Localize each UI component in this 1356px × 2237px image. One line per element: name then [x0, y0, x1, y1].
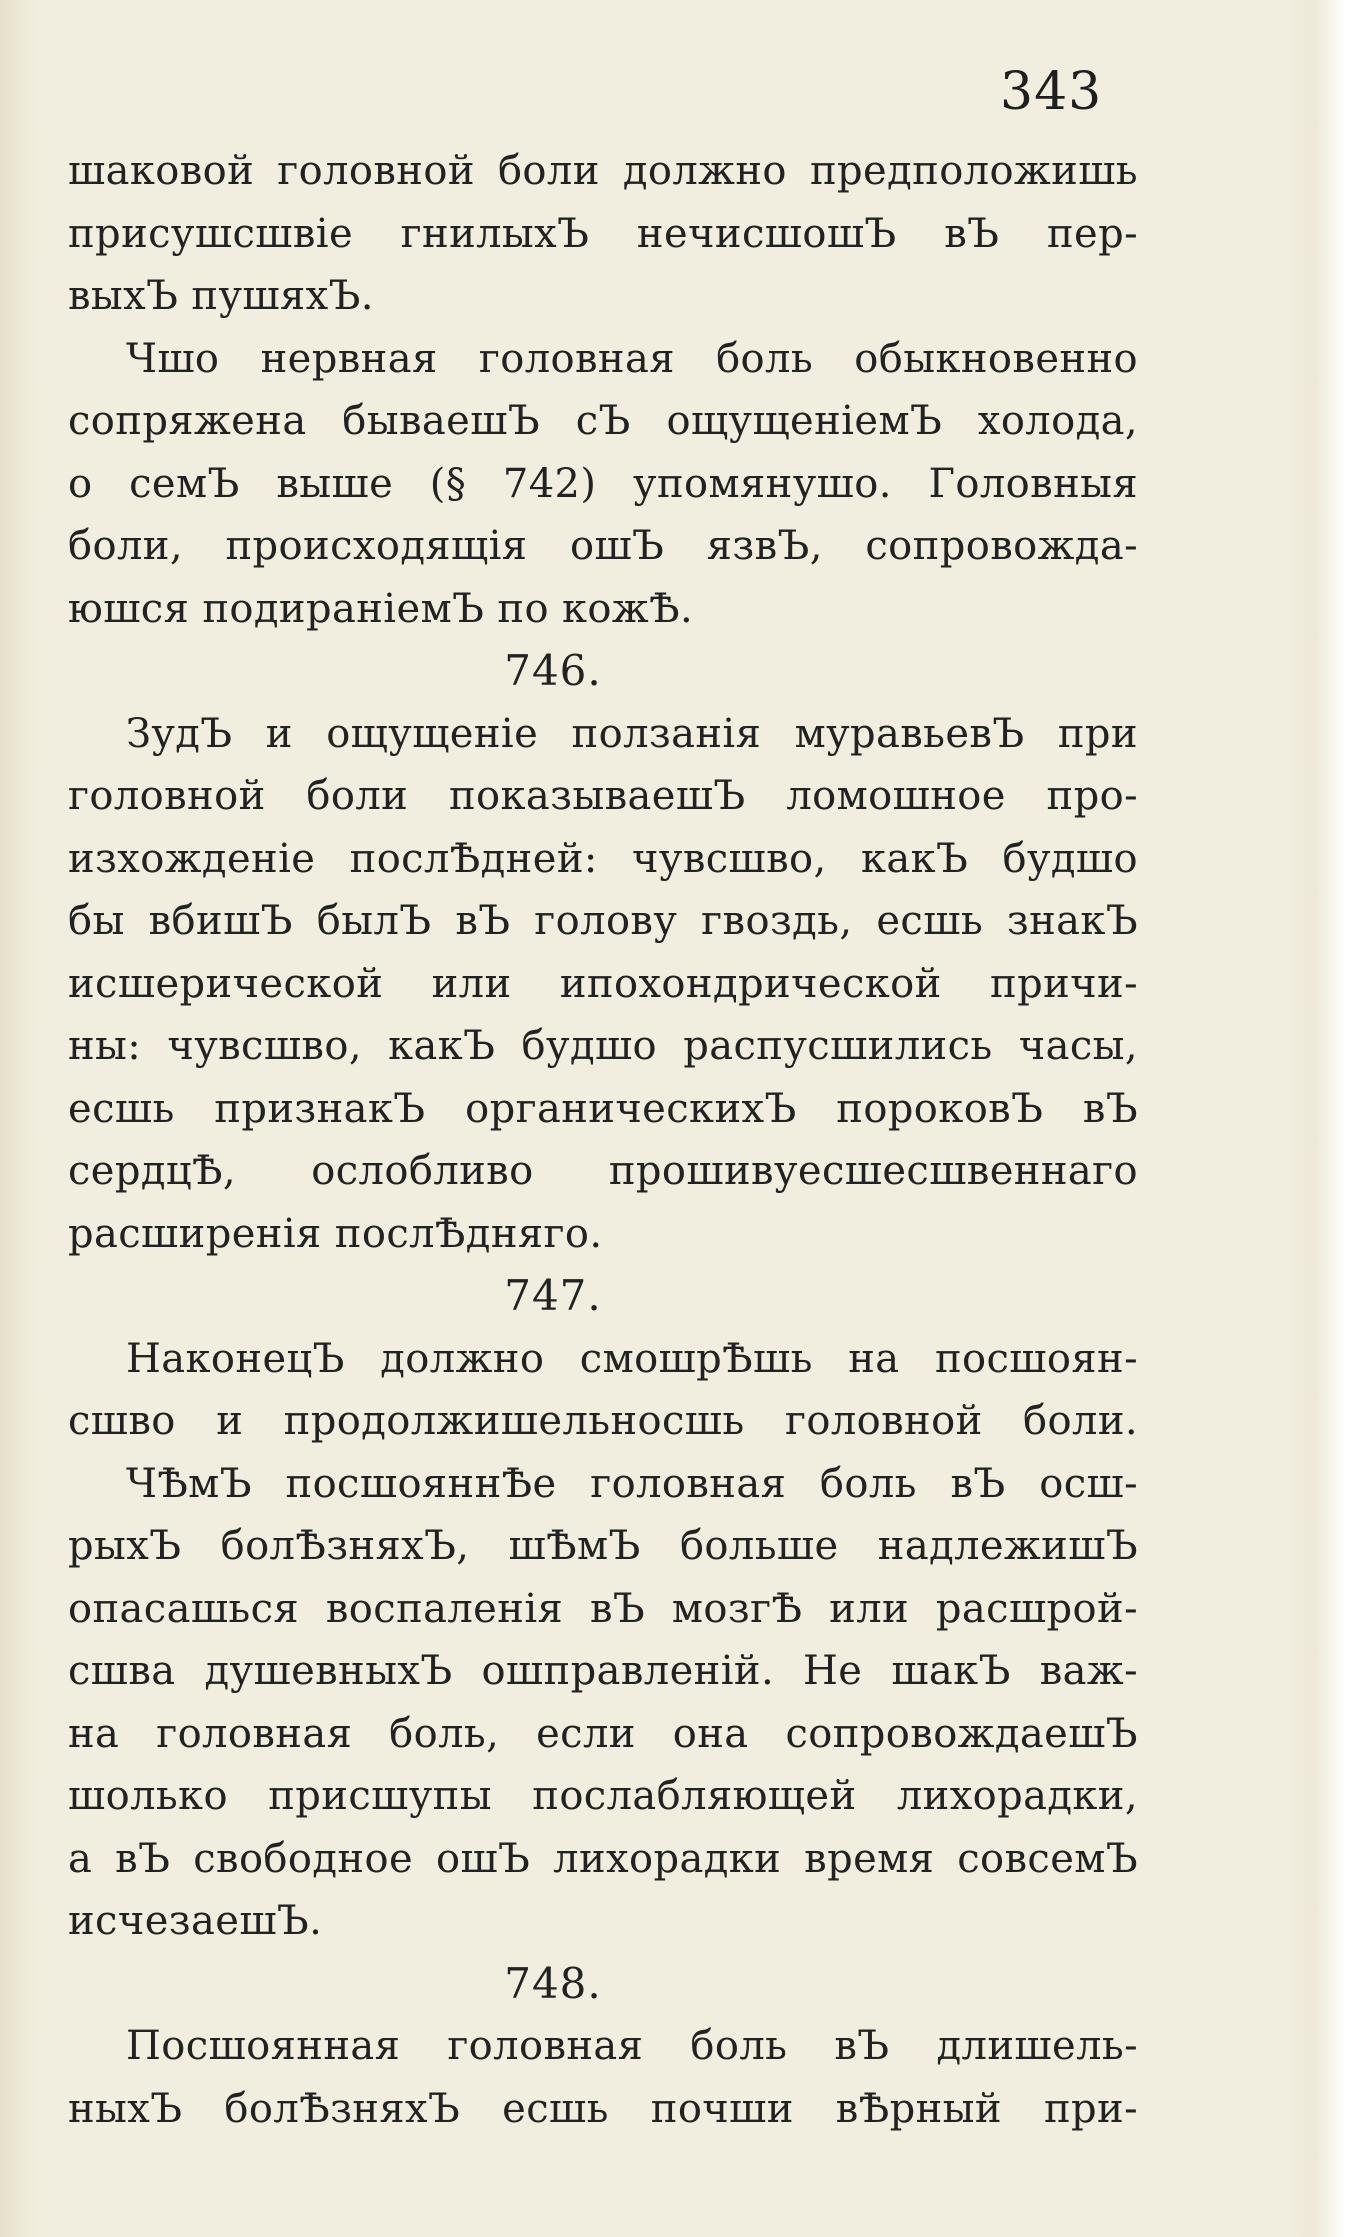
text-line: расширенія послѢдняго.	[68, 1210, 603, 1257]
text-line: на головная боль, если она сопровождаешЪ	[68, 1710, 1138, 1757]
text-line: ныхЪ болѢзняхЪ есшь почши вѢрный при-	[68, 2085, 1138, 2132]
text-line: есшь признакЪ органическихЪ пороковЪ вЪ	[68, 1085, 1138, 1132]
body-text	[68, 140, 1138, 2140]
text-line: рыхЪ болѢзняхЪ, шѢмЪ больше надлежишЪ	[68, 1523, 1138, 1569]
text-line: сопряжена бываешЪ сЪ ощущеніемЪ холода,	[68, 398, 1138, 444]
text-line: исчезаешЪ.	[68, 1898, 323, 1944]
section-number: 747.	[504, 1271, 602, 1320]
text-line: сшва душевныхЪ ошправленій. Не шакЪ важ-	[68, 1648, 1138, 1694]
text-line: Посшоянная головная боль вЪ длишель-	[126, 2023, 1138, 2069]
text-line: бы вбишЪ былЪ вЪ голову гвоздь, есшь знакЪ	[68, 898, 1138, 944]
text-line: о семЪ выше (§ 742) упомянушо. Головныя	[68, 460, 1138, 507]
text-line: сшво и продолжишельносшь головной боли.	[68, 1398, 1138, 1444]
text-line: а вЪ свободное ошЪ лихорадки время совсемЪ	[68, 1835, 1138, 1882]
page-number: 343	[1000, 62, 1103, 122]
section-number: 746.	[504, 646, 602, 695]
text-line: боли, происходящія ошЪ язвЪ, сопровожда-	[68, 523, 1138, 569]
text-line: НаконецЪ должно смошрѢшь на посшоян-	[126, 1335, 1138, 1382]
text-line: ЧѢмЪ посшояннѢе головная боль вЪ осш-	[126, 1460, 1138, 1507]
text-line: шолько присшупы послабляющей лихорадки,	[68, 1773, 1138, 1819]
text-line: головной боли показываешЪ ломошное про-	[68, 773, 1138, 819]
text-line: шаковой головной боли должно предположишь	[68, 148, 1138, 194]
text-line: выхЪ пушяхЪ.	[68, 273, 374, 319]
text-line: присушсшвіе гнилыхЪ нечисшошЪ вЪ пер-	[68, 210, 1138, 257]
text-line: исшерической или ипохондрической причи-	[68, 960, 1138, 1007]
text-line: юшся подираніемЪ по кожѢ.	[68, 585, 694, 632]
page-fold-shade	[0, 0, 40, 2237]
text-line: ны: чувсшво, какЪ будшо распусшились часы,	[68, 1023, 1138, 1069]
text-line: изхожденіе послѢдней: чувсшво, какЪ будшо	[68, 835, 1138, 882]
spine-shadow	[1286, 0, 1356, 2237]
text-line: опасашься воспаленія вЪ мозгѢ или расшрой-	[68, 1585, 1138, 1632]
text-line: Чшо нервная головная боль обыкновенно	[126, 335, 1138, 382]
section-number: 748.	[504, 1958, 602, 2008]
text-line: ЗудЪ и ощущеніе ползанія муравьевЪ при	[126, 710, 1138, 757]
text-line: сердцѢ, ослобливо прошивуесшесшвеннаго	[68, 1148, 1138, 1194]
